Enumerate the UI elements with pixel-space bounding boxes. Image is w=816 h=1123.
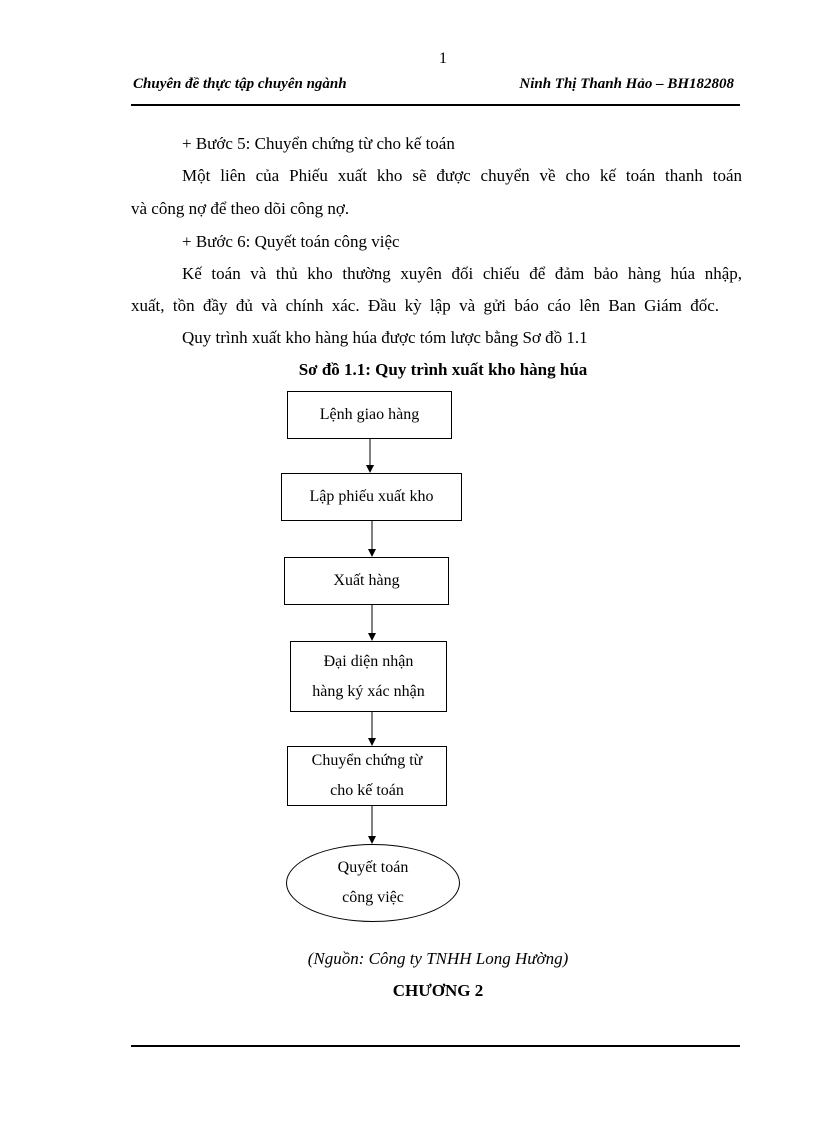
diagram-source: (Nguồn: Công ty TNHH Long Hường): [307, 949, 569, 968]
header-author: Ninh Thị Thanh Hảo – BH182808: [519, 76, 734, 92]
step5-body-line1: Một liên của Phiếu xuất kho sẽ được chuyển về cho kế toán thanh toán: [182, 166, 742, 185]
flow-node-transfer-documents: [287, 746, 447, 806]
flow-node-label: công việc: [342, 889, 404, 906]
flow-node-dispatch: [284, 557, 449, 605]
flow-node-label: Xuất hàng: [333, 572, 400, 589]
header-title: Chuyên đề thực tập chuyên ngành: [133, 76, 347, 92]
flow-node-label: Lập phiếu xuất kho: [309, 488, 434, 505]
step6-body-line2: xuất, tồn đầy đủ và chính xác. Đầu kỳ lập và gửi báo cáo lên Ban Giám đốc.: [131, 296, 719, 315]
flow-node-issue-slip: [281, 473, 462, 521]
flow-node-label: hàng ký xác nhận: [312, 682, 425, 700]
flow-node-receiver-confirm: [290, 641, 447, 712]
step5-body-line2: và công nợ để theo dõi công nợ.: [131, 199, 350, 218]
diagram-caption: Sơ đồ 1.1: Quy trình xuất kho hàng húa: [298, 360, 588, 379]
flow-node-label: Đại diện nhận: [323, 652, 414, 670]
flow-node-label: cho kế toán: [330, 782, 404, 799]
footer-divider: [131, 1045, 740, 1047]
step6-heading: + Bước 6: Quyết toán công việc: [182, 232, 400, 251]
flow-node-settlement: [286, 844, 460, 922]
step6-body-line1: Kế toán và thủ kho thường xuyên đối chiếu để đảm bảo hàng húa nhập,: [182, 264, 742, 283]
page-number: 1: [439, 50, 447, 67]
flow-node-label: Lệnh giao hàng: [319, 406, 420, 423]
flow-node-delivery-order: [287, 391, 452, 439]
chapter-heading: CHƯƠNG 2: [392, 981, 484, 1000]
diagram-intro: Quy trình xuất kho hàng húa được tóm lược bằng Sơ đồ 1.1: [182, 328, 588, 347]
flow-node-label: Quyết toán: [337, 859, 409, 876]
flow-node-label: Chuyển chứng từ: [311, 752, 423, 769]
step5-heading: + Bước 5: Chuyển chứng từ cho kế toán: [182, 134, 455, 153]
